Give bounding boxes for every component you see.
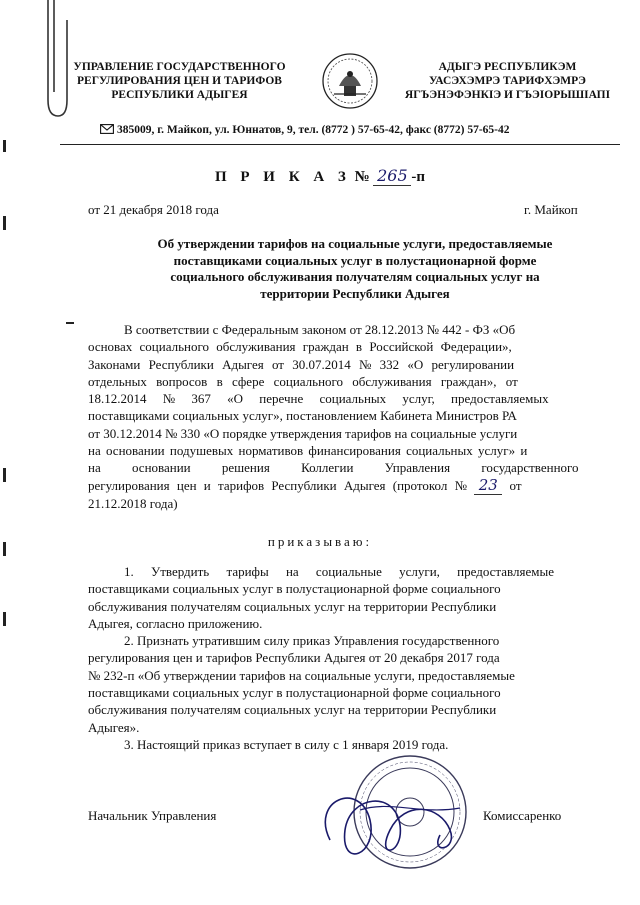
preamble-line: 21.12.2018 года) [88, 495, 178, 511]
preamble-line: от 30.12.2014 № 330 «О порядке утверждения тарифов на социальные услуги [88, 425, 518, 441]
preamble-line: на основании подушевых нормативов финансирования социальных услуг» и [88, 443, 528, 459]
preamble-line: В соответствии с Федеральным законом от 28.12.2013 № 442 - ФЗ «Об [124, 322, 516, 337]
org-name-line: РЕГУЛИРОВАНИЯ ЦЕН И ТАРИФОВ [77, 75, 282, 87]
binder-mark [66, 322, 74, 324]
org-name-line: АДЫГЭ РЕСПУБЛИКЭМ [438, 61, 577, 73]
protocol-from: от [509, 477, 522, 493]
order-city: г. Майкоп [524, 202, 578, 217]
org-name-line: УПРАВЛЕНИЕ ГОСУДАРСТВЕННОГО [73, 61, 286, 73]
subject-line: территории Республики Адыгея [260, 285, 450, 301]
preamble-line: на основании решения Коллегии Управления государственного [88, 460, 579, 476]
org-name-line: ЯГЪЭНЭФЭНКІЭ И ГЪЭІОРЫШІАПІ [404, 89, 611, 101]
preamble-line: Законами Республики Адыгея от 30.07.2014 № 332 «О регулировании [88, 356, 515, 372]
order-title-word: П Р И К А З [214, 169, 351, 185]
binder-mark [3, 216, 6, 230]
subject-line: поставщиками социальных услуг в полустационарной форме [173, 252, 537, 268]
item1-line: поставщиками социальных услуг в полустационарной форме социального [88, 581, 501, 597]
header-divider [60, 144, 620, 145]
handwritten-signature-icon [300, 760, 490, 895]
item2-line: поставщиками социальных услуг в полустационарной форме социального [88, 685, 501, 701]
subject-line: социального обслуживания получателям социальных услуг на [170, 269, 540, 284]
binder-mark [3, 468, 6, 482]
item3-line: 3. Настоящий приказ вступает в силу с 1 января 2019 года. [124, 736, 449, 752]
binder-mark [3, 140, 6, 152]
item2-line: регулирования цен и тарифов Республики Адыгея от 20 декабря 2017 года [88, 650, 500, 666]
adygea-coat-of-arms-icon [320, 50, 380, 112]
item2-line: Адыгея». [88, 719, 140, 735]
preamble-line: основах социального обслуживания граждан в Российской Федерации», [88, 339, 512, 355]
signatory-name: Комиссаренко [483, 808, 562, 823]
order-directive: приказываю: [267, 534, 373, 549]
org-name-line: РЕСПУБЛИКИ АДЫГЕЯ [111, 89, 248, 101]
order-number-handwritten: 265 [373, 166, 411, 186]
signatory-position: Начальник Управления [88, 808, 217, 823]
item2-line: № 232-п «Об утверждении тарифов на социальные услуги, предоставляемые [88, 667, 515, 683]
order-date: от 21 декабря 2018 года [88, 202, 219, 217]
binder-mark [3, 612, 6, 626]
protocol-text: регулирования цен и тарифов Республики Адыгея (протокол № [88, 477, 467, 493]
org-name-russian [52, 60, 307, 102]
preamble-paragraph [88, 321, 579, 512]
order-number-suffix: -п [411, 169, 426, 185]
item1-line: Адыгея, согласно приложению. [88, 615, 263, 631]
order-number-sign: № [354, 169, 370, 185]
preamble-line: поставщиками социальных услуг», постановлением Кабинета Министров РА [88, 408, 517, 424]
org-name-line: УАСЭХЭМРЭ ТАРИФХЭМРЭ [429, 75, 586, 87]
item2-line: обслуживания получателям социальных услуг на территории Республики [88, 702, 497, 718]
order-subject [120, 236, 590, 302]
order-title [0, 166, 640, 186]
address-text: 385009, г. Майкоп, ул. Юннатов, 9, тел. (8772 ) 57-65-42, факс (8772) 57-65-42 [117, 124, 510, 136]
address-line [100, 124, 580, 136]
preamble-line [88, 477, 573, 495]
envelope-icon [100, 124, 114, 134]
preamble-line: 18.12.2014 № 367 «О перечне социальных услуг, предоставляемых [88, 391, 549, 407]
item2-line: 2. Признать утратившим силу приказ Управления государственного [124, 633, 500, 649]
order-items [88, 563, 573, 753]
org-name-adyghe [400, 60, 615, 102]
item1-line: обслуживания получателям социальных услуг на территории Республики [88, 598, 497, 614]
item1-line: 1. Утвердить тарифы на социальные услуги, предоставляемые [124, 564, 554, 579]
protocol-number-handwritten: 23 [474, 477, 502, 495]
preamble-line: отдельных вопросов в сфере социального обслуживания граждан», от [88, 373, 518, 389]
subject-line: Об утверждении тарифов на социальные услуги, предоставляемые [157, 236, 553, 251]
